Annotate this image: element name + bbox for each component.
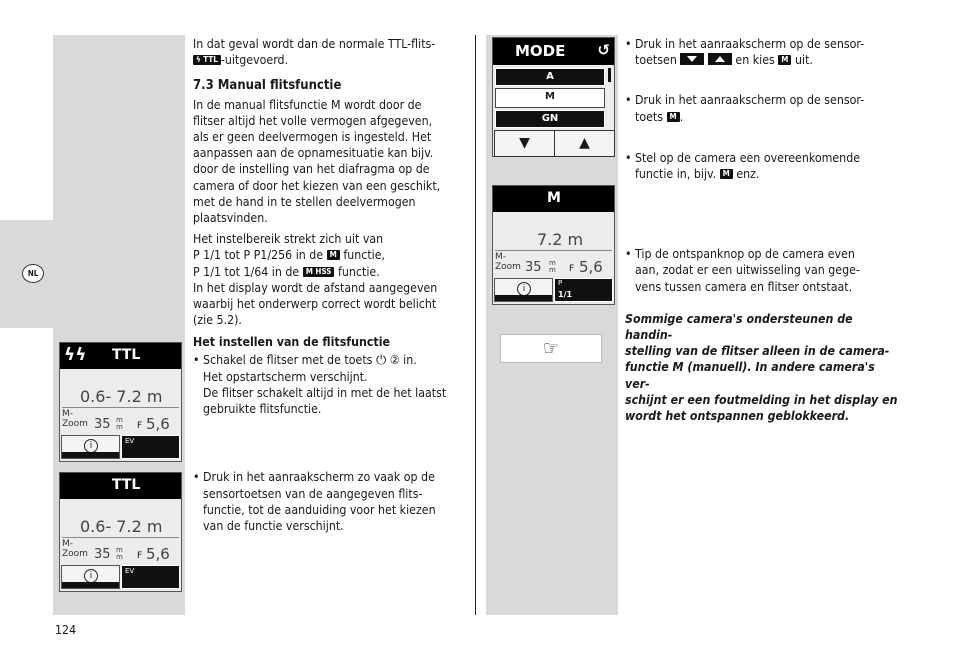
aperture-value: 5,6 xyxy=(146,415,170,433)
manual-paragraph: In de manual flitsfunctie M wordt door de flitser altijd het volle vermogen afgegeven, als er geen deelvermogen is ingesteld. Het aanpassen aan de opnamesituatie kan bijv. door de instelling van het diafragma op de camera of door het kiezen van een geschikt, met de hand in te stellen deelvermogen plaatsvinden. xyxy=(193,97,441,226)
down-arrow-button-icon xyxy=(680,53,704,65)
step-shutter: • Tip de ontspanknop op de camera even aan, zodat er een uitwisseling van gege- vens tussen camera en flitser ontstaat. xyxy=(625,246,903,295)
zoom-label: Zoom xyxy=(62,419,88,429)
step-touch-sensor: • Druk in het aanraakscherm zo vaak op de sensortoetsen van de aangegeven flits- functie, tot de aanduiding voor het kiezen van de functie verschijnt. xyxy=(193,469,471,534)
m-label: M- xyxy=(62,539,74,549)
aperture-label: F xyxy=(137,551,143,561)
up-button[interactable] xyxy=(554,130,615,157)
note-box xyxy=(500,334,602,363)
warning-note: Sommige camera's ondersteunen de handin- stelling van de flitser alleen in de camera- functie M (manuell). In andere camera's ver- schijnt er een foutmelding in het display en wordt het ontspannen geblokkeerd. xyxy=(625,311,898,424)
mode-header xyxy=(493,38,614,65)
info-button[interactable] xyxy=(61,435,120,459)
ev-button[interactable] xyxy=(121,435,180,459)
language-badge-label: NL xyxy=(27,269,39,278)
m-mode-badge: M xyxy=(720,169,733,179)
m-label: M- xyxy=(62,409,74,419)
zoom-unit: m m xyxy=(549,259,556,274)
intro-paragraph: In dat geval wordt dan de normale TTL-flits- ϟ TTL -uitgevoerd. xyxy=(193,37,436,68)
range-paragraph: Het instelbereik strekt zich uit van P 1/1 tot P P1/256 in de M functie, P 1/1 tot 1/64 in de M HSS functie. In het display wordt de afstand aangegeven waarbij het onderwerp correct wordt belicht (zie 5.2). xyxy=(193,232,438,328)
step-press-m: • Druk in het aanraakscherm op de sensor- toets M . xyxy=(625,92,903,124)
language-badge xyxy=(22,264,44,283)
up-arrow-button-icon xyxy=(708,53,732,65)
zoom-label: Zoom xyxy=(62,549,88,559)
info-icon: i xyxy=(84,569,98,583)
up-arrow-icon: ▲ xyxy=(579,135,590,151)
down-arrow-icon: ▼ xyxy=(519,135,530,151)
mode-item-gn[interactable]: GN xyxy=(495,110,605,128)
flash-ttl-badge: ϟ TTL xyxy=(193,55,221,65)
zoom-unit: m m xyxy=(116,416,123,431)
aperture-label: F xyxy=(137,421,143,431)
display-manual xyxy=(492,185,615,305)
info-button[interactable] xyxy=(494,278,553,302)
ev-button[interactable] xyxy=(121,565,180,589)
display-mode-menu xyxy=(492,37,615,157)
display-ttl-1 xyxy=(59,342,182,462)
aperture-label: F xyxy=(569,264,575,274)
display-header xyxy=(60,473,181,499)
display-header xyxy=(60,343,181,369)
pointing-hand-icon: ☞ xyxy=(542,336,560,360)
display-ttl-2 xyxy=(59,472,182,592)
p-label: P xyxy=(558,279,563,287)
flash-lightning-icon: ϟϟ xyxy=(64,345,87,365)
mode-item-a[interactable]: A xyxy=(495,68,605,86)
scrollbar[interactable] xyxy=(608,68,611,82)
step-select-m: • Druk in het aanraakscherm op de sensor- toetsen en kies M uit. xyxy=(625,36,903,68)
range-readout: 0.6- 7.2 m xyxy=(80,517,163,536)
mode-label: M xyxy=(547,190,561,206)
m-mode-badge: M xyxy=(778,55,791,65)
subheading: Het instellen van de flitsfunctie xyxy=(193,335,391,350)
m-mode-badge: M xyxy=(327,250,340,260)
zoom-label: Zoom xyxy=(495,262,521,272)
zoom-value: 35 xyxy=(94,547,111,562)
power-level-button[interactable] xyxy=(554,278,613,302)
info-button[interactable] xyxy=(61,565,120,589)
mode-label: TTL xyxy=(112,347,141,363)
p-value: 1/1 xyxy=(558,290,573,299)
info-icon: i xyxy=(517,282,531,296)
mode-list xyxy=(495,68,605,128)
column-1 xyxy=(193,36,471,534)
mode-item-m[interactable]: M xyxy=(495,88,605,108)
range-readout: 7.2 m xyxy=(537,230,584,249)
down-button[interactable] xyxy=(494,130,555,157)
zoom-unit: m m xyxy=(116,546,123,561)
m-label: M- xyxy=(495,252,507,262)
mode-title: MODE xyxy=(515,42,566,60)
zoom-value: 35 xyxy=(94,417,111,432)
m-mode-badge: M xyxy=(667,112,680,122)
power-icon: ⏻ xyxy=(375,352,387,368)
aperture-value: 5,6 xyxy=(146,545,170,563)
step-switch-on: • Schakel de flitser met de toets ⏻ ② in. Het opstartscherm verschijnt. De flitser schakelt altijd in met de het laatst gebruikte flitsfunctie. xyxy=(193,352,471,418)
zoom-value: 35 xyxy=(525,260,542,275)
display-header xyxy=(493,186,614,212)
step-camera-mode: • Stel op de camera een overeenkomende functie in, bijv. M enz. xyxy=(625,150,903,182)
ev-label: EV xyxy=(125,567,135,575)
column-divider xyxy=(475,35,476,615)
column-3 xyxy=(625,36,903,424)
info-icon: i xyxy=(84,439,98,453)
m-hss-mode-badge: M HSS xyxy=(303,267,335,277)
range-readout: 0.6- 7.2 m xyxy=(80,387,163,406)
aperture-value: 5,6 xyxy=(579,258,603,276)
mode-label: TTL xyxy=(112,477,141,493)
page-number: 124 xyxy=(55,623,77,637)
back-icon[interactable]: ↺ xyxy=(597,41,610,59)
section-heading: 7.3 Manual flitsfunctie xyxy=(193,78,342,94)
ev-label: EV xyxy=(125,437,135,445)
